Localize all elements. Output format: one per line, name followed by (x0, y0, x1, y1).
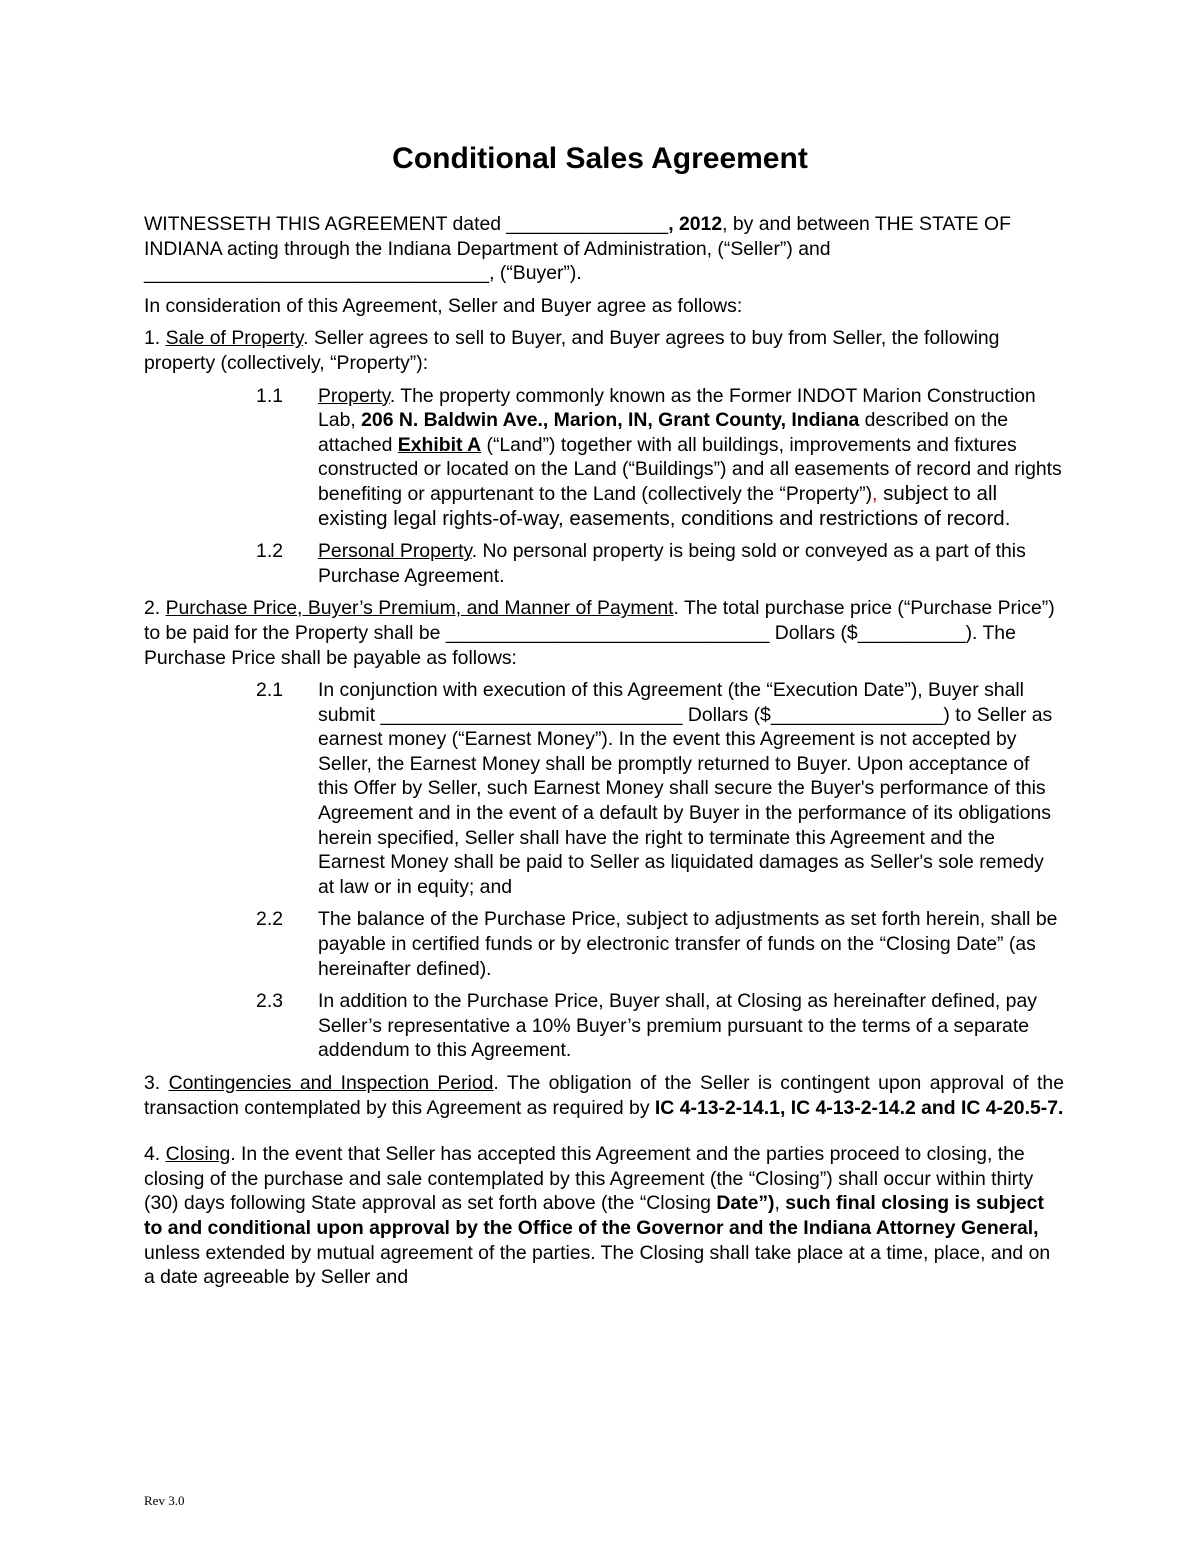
section-2-1-text-1: In conjunction with execution of this Agreement (the “Execution Date”), Buyer shall submit (318, 679, 1024, 726)
section-1-1-heading: Property (318, 384, 390, 407)
section-2-2-number: 2.2 (256, 908, 283, 931)
section-2 (144, 596, 1064, 670)
intro-text-3: , (“Buyer”). (489, 262, 582, 285)
section-2-heading: Purchase Price, Buyer’s Premium, and Manner of Payment (165, 597, 674, 620)
section-2-3-text: In addition to the Purchase Price, Buyer shall, at Closing as hereinafter defined, pay Seller’s representative a 10% Buyer’s premium pursuant to the terms of a separate addendum to this Agreement. (318, 990, 1037, 1062)
section-4-number: 4. (144, 1143, 166, 1166)
section-1-2-text: . No personal property is being sold or conveyed as a part of this Purchase Agreement. (318, 540, 1026, 587)
intro-text-1: WITNESSETH THIS AGREEMENT dated (144, 213, 507, 235)
section-2-1-text-3: ) to Seller as earnest money (“Earnest Money”). In the event this Agreement is not accepted by Seller, the Earnest Money shall be promptly returned to Buyer. Upon acceptance of this Offer by Seller, such Earnest Money shall secure the Buyer's performance of this Agreement and in the event of a default by Buyer in the performance of its obligations herein specified, Seller shall have the right to terminate this Agreement and the Earnest Money shall be paid to Seller as liquidated damages as Seller's sole remedy at law or in equity; and (318, 703, 1053, 898)
intro-year: , 2012 (668, 213, 723, 235)
section-2-3 (144, 989, 1064, 1063)
approval-condition: such final closing is subject to and conditional upon approval by the Office of the Governor and the Indiana Attorney General, (144, 1192, 1044, 1239)
section-1-1-text-1: . The property commonly known as the Former INDOT Marion Construction Lab, (318, 384, 1036, 432)
section-3-text: . The obligation of the Seller is contingent upon approval of the transaction contemplated by this Agreement as required by (144, 1072, 1064, 1119)
section-1-heading: Sale of Property (165, 327, 304, 350)
section-1-text: . Seller agrees to sell to Buyer, and Buyer agrees to buy from Seller, the following property (collectively, “Property”): (144, 327, 1000, 374)
section-1-1 (144, 384, 1064, 532)
section-1-1-text-2: described on the attached (318, 409, 1009, 456)
section-4-heading: Closing (165, 1143, 231, 1166)
earnest-money-words-blank: ____________________________ (380, 703, 683, 726)
exhibit-a-reference: Exhibit A (397, 433, 482, 456)
section-2-text-3: ). The Purchase Price shall be payable as follows: (144, 621, 1016, 669)
section-2-number: 2. (144, 597, 166, 620)
section-1-1-number: 1.1 (256, 384, 283, 407)
section-2-1-number: 2.1 (256, 679, 283, 702)
section-1-1-text-3: (“Land”) together with all buildings, improvements and fixtures constructed or located on the Land (“Buildings”) and all easements of record and rights benefiting or appurtenant to the Land (collectively the “Property”) (318, 433, 1062, 505)
section-3-heading: Contingencies and Inspection Period (168, 1072, 494, 1094)
purchase-price-amount-blank: __________ (857, 621, 966, 644)
agreement-body (144, 212, 1064, 1298)
section-4-text-2: unless extended by mutual agreement of the parties. The Closing shall take place at a time, place, and on a date agreeable by Seller and (144, 1241, 1051, 1289)
section-1-2-heading: Personal Property (318, 540, 472, 563)
section-2-2 (144, 907, 1064, 981)
property-address: 206 N. Baldwin Ave., Marion, IN, Grant County, Indiana (361, 409, 860, 432)
section-2-3-number: 2.3 (256, 990, 283, 1013)
revision-footer: Rev 3.0 (144, 1493, 185, 1508)
section-4 (144, 1142, 1064, 1290)
closing-date-term: Date”) (716, 1192, 775, 1215)
section-2-1-text-2: Dollars ($ (682, 703, 771, 726)
section-2-1 (144, 678, 1064, 899)
section-1-2-number: 1.2 (256, 540, 283, 563)
purchase-price-words-blank: ______________________________ (445, 621, 770, 644)
section-2-text-2: Dollars ($ (769, 621, 858, 644)
consideration-paragraph: In consideration of this Agreement, Seller and Buyer agree as follows: (144, 294, 743, 317)
section-1-1-text-4: subject to all existing legal rights-of-way, easements, conditions and restrictions of record. (318, 481, 1011, 530)
section-4-comma: , (774, 1192, 786, 1215)
earnest-money-amount-blank: ________________ (770, 703, 944, 726)
section-1-1-comma: , (872, 482, 878, 505)
intro-text-2: , by and between THE STATE OF INDIANA acting through the Indiana Department of Administration, (“Seller”) and (144, 213, 1011, 260)
section-1 (144, 326, 1064, 375)
intro-paragraph (144, 212, 1064, 286)
section-2-text-1: . The total purchase price (“Purchase Price”) to be paid for the Property shall be (144, 597, 1055, 644)
section-3 (144, 1071, 1064, 1120)
section-2-2-text: The balance of the Purchase Price, subject to adjustments as set forth herein, shall be payable in certified funds or by electronic transfer of funds on the “Closing Date” (as hereinafter defined). (318, 908, 1058, 980)
page-title: Conditional Sales Agreement (392, 142, 808, 175)
section-1-2 (144, 539, 1064, 588)
statute-references: IC 4-13-2-14.1, IC 4-13-2-14.2 and IC 4-20.5-7. (654, 1096, 1064, 1119)
date-blank: _______________ (506, 213, 669, 235)
section-4-text-1: . In the event that Seller has accepted this Agreement and the parties proceed to closing, the closing of the purchase and sale contemplated by this Agreement (the “Closing”) shall occur within thirty (30) days following State approval as set forth above (the “Closing (144, 1143, 1034, 1215)
section-1-number: 1. (144, 327, 166, 350)
buyer-blank: ________________________________ (144, 262, 490, 285)
section-3-number: 3. (144, 1072, 169, 1094)
